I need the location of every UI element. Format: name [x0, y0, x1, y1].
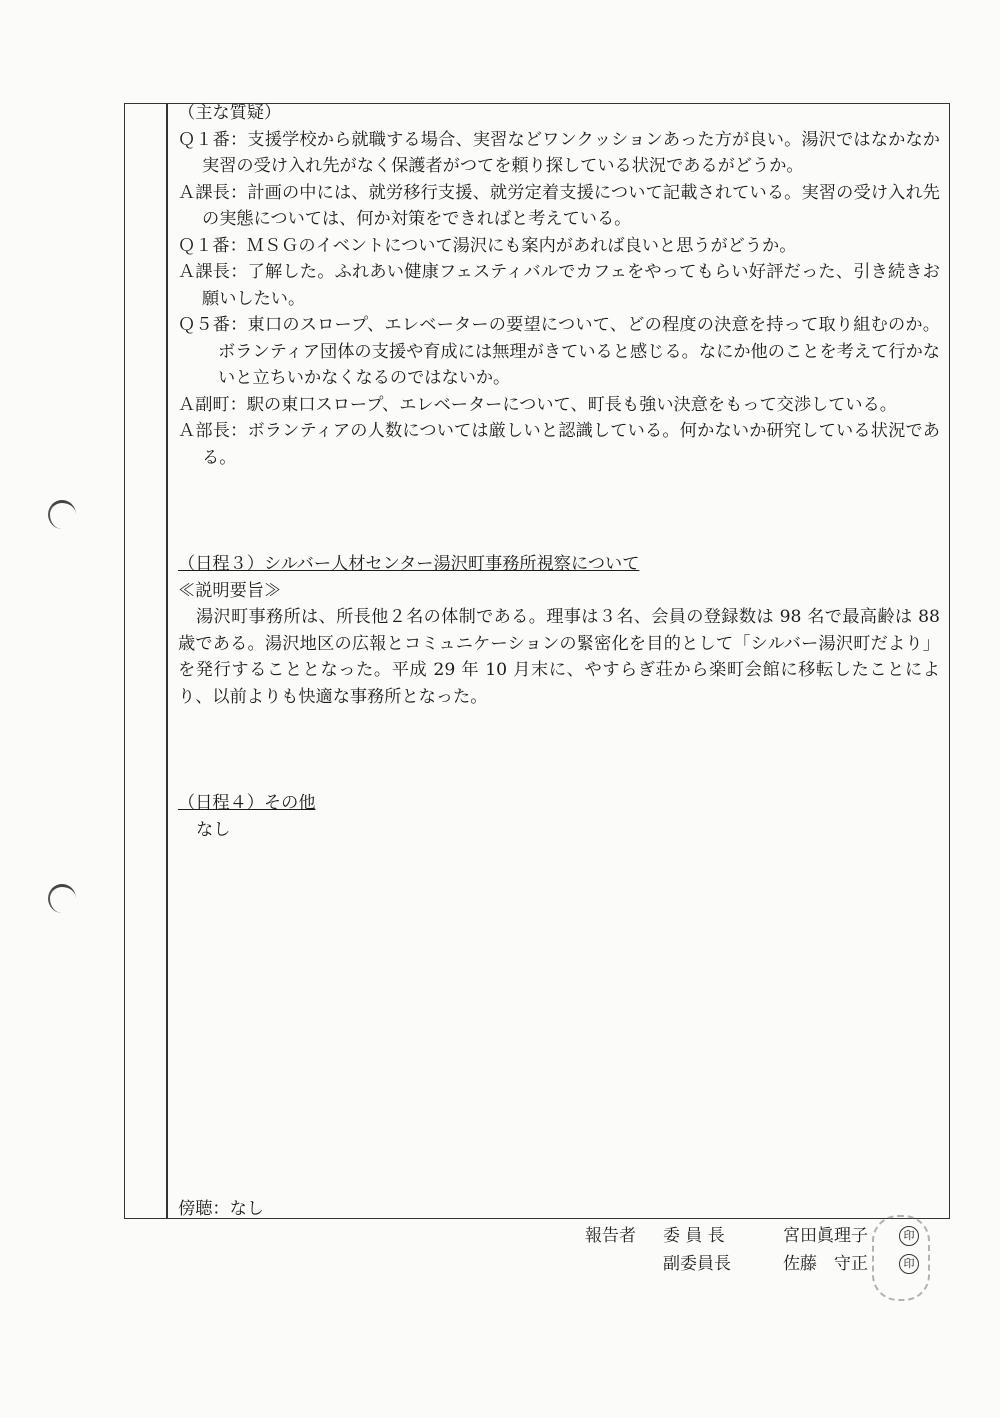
qa-item: Ｑ１番：支援学校から就職する場合、実習などワンクッションあった方が良い。湯沢ではなかなか実習の受け入れ先がなく保護者がつてを頼り探している状況であるがどうか。	[178, 129, 940, 176]
qa-item: Ａ部長：ボランティアの人数については厳しいと認識している。何かないか研究している状況である。	[178, 421, 940, 468]
seal-mark: 印	[899, 1254, 919, 1274]
signer-name: 宮田眞理子	[783, 1226, 868, 1246]
seal-mark: 印	[899, 1226, 919, 1246]
schedule4-body: なし	[196, 819, 231, 840]
signature-block	[585, 1222, 919, 1278]
signer-role: 副委員長	[663, 1254, 731, 1274]
audience-note: 傍聴：なし	[178, 1199, 264, 1219]
qa-item: Ｑ１番：ＭＳＧのイベントについて湯沢にも案内があれば良いと思うがどうか。	[178, 235, 797, 256]
punch-hole-top	[48, 500, 76, 529]
schedule3-heading: （日程３）シルバー人材センター湯沢町事務所視察について	[178, 554, 640, 574]
signer-name: 佐藤 守正	[783, 1254, 868, 1274]
reporter-label: 報告者	[585, 1226, 636, 1246]
punch-hole-bottom	[48, 884, 76, 913]
qa-item: Ａ副町：駅の東口スロープ、エレベーターについて、町長も強い決意をもって交渉している。	[178, 394, 897, 415]
report-content	[178, 100, 940, 843]
qa-item: Ｑ５番：東口のスロープ、エレベーターの要望について、どの程度の決意を持って取り組むのか。ボランティア団体の支援や育成には無理がきていると感じる。なにか他のことを考えて行かないと立ちいかなくなるのではないか。	[178, 315, 940, 388]
qa-item: Ａ課長：計画の中には、就労移行支援、就労定着支援について記載されている。実習の受け入れ先の実態については、何か対策をできればと考えている。	[178, 182, 940, 229]
frame-divider	[166, 103, 168, 1219]
schedule3-subheading: ≪説明要旨≫	[178, 580, 282, 601]
schedule4-heading: （日程４）その他	[178, 793, 316, 813]
qa-heading: （主な質疑）	[178, 103, 282, 123]
schedule3-body: 湯沢町事務所は、所長他２名の体制である。理事は３名、会員の登録数は 98 名で最高齢は 88 歳である。湯沢地区の広報とコミュニケーションの緊密化を目的として「シルバー湯沢町だより」を発行することとなった。平成 29 年 10 月末に、やすらぎ荘から楽町会館に移転したことにより、以前よりも快適な事務所となった。	[178, 607, 940, 707]
qa-item: Ａ課長：了解した。ふれあい健康フェスティバルでカフェをやってもらい好評だった、引き続きお願いしたい。	[178, 262, 940, 309]
signature-row	[585, 1222, 919, 1250]
signer-role: 委 員 長	[663, 1226, 725, 1246]
signature-row	[585, 1250, 919, 1278]
